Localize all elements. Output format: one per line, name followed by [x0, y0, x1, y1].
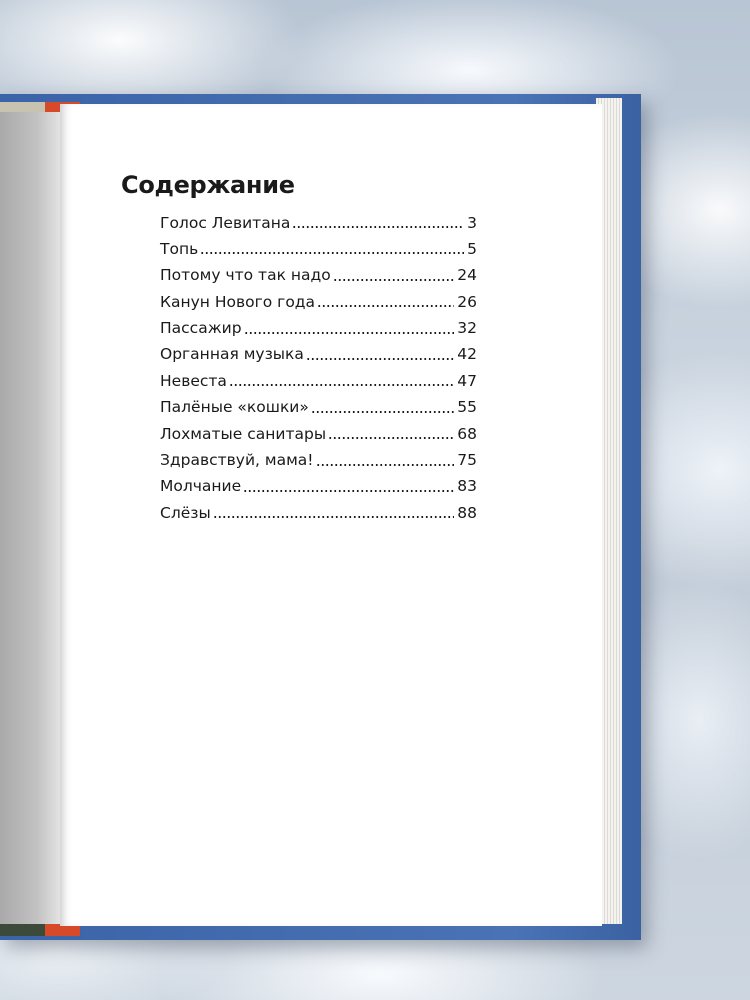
toc-entry [160, 238, 477, 264]
toc-entry-page: 88 [457, 503, 477, 522]
toc-list [160, 212, 477, 529]
toc-entry-page: 75 [457, 451, 477, 470]
toc-entry [160, 397, 477, 423]
toc-leader-dots [328, 425, 454, 441]
toc-entry-title: Слёзы [160, 503, 211, 522]
toc-leader-dots [213, 504, 455, 520]
toc-entry-title: Голос Левитана [160, 213, 291, 232]
toc-entry-page: 68 [457, 424, 477, 443]
toc-entry [160, 212, 477, 238]
toc-entry-page: 26 [457, 292, 477, 311]
toc-leader-dots [244, 320, 455, 336]
toc-leader-dots [229, 372, 454, 388]
toc-entry-title: Здравствуй, мама! [160, 451, 314, 470]
toc-entry-page: 3 [467, 213, 477, 232]
toc-entry-title: Невеста [160, 371, 227, 390]
toc-entry [160, 344, 477, 370]
toc-entry-title: Палёные «кошки» [160, 398, 309, 417]
toc-entry-page: 5 [467, 239, 477, 258]
toc-title: Содержание [121, 171, 295, 199]
toc-entry [160, 291, 477, 317]
toc-entry [160, 318, 477, 344]
toc-leader-dots [317, 293, 454, 309]
toc-entry [160, 370, 477, 396]
toc-leader-dots [311, 399, 454, 415]
toc-entry-title: Пассажир [160, 319, 242, 338]
toc-entry [160, 450, 477, 476]
toc-entry-page: 47 [457, 371, 477, 390]
toc-entry-title: Топь [160, 239, 199, 258]
toc-entry [160, 423, 477, 449]
toc-leader-dots [243, 478, 454, 494]
toc-entry-page: 42 [457, 345, 477, 364]
toc-leader-dots [200, 240, 464, 256]
toc-entry-page: 32 [457, 319, 477, 338]
toc-entry-title: Молчание [160, 477, 242, 496]
toc-entry [160, 265, 477, 291]
toc-leader-dots [333, 267, 455, 283]
toc-leader-dots [292, 214, 464, 230]
toc-entry-title: Канун Нового года [160, 292, 316, 311]
toc-leader-dots [306, 346, 454, 362]
toc-entry [160, 476, 477, 502]
toc-entry-page: 24 [457, 266, 477, 285]
toc-entry [160, 502, 477, 528]
left-page [0, 112, 62, 924]
toc-entry-page: 55 [457, 398, 477, 417]
toc-leader-dots [316, 452, 455, 468]
toc-entry-title: Лохматые санитары [160, 424, 327, 443]
toc-entry-title: Потому что так надо [160, 266, 331, 285]
toc-entry-title: Органная музыка [160, 345, 304, 364]
toc-entry-page: 83 [457, 477, 477, 496]
